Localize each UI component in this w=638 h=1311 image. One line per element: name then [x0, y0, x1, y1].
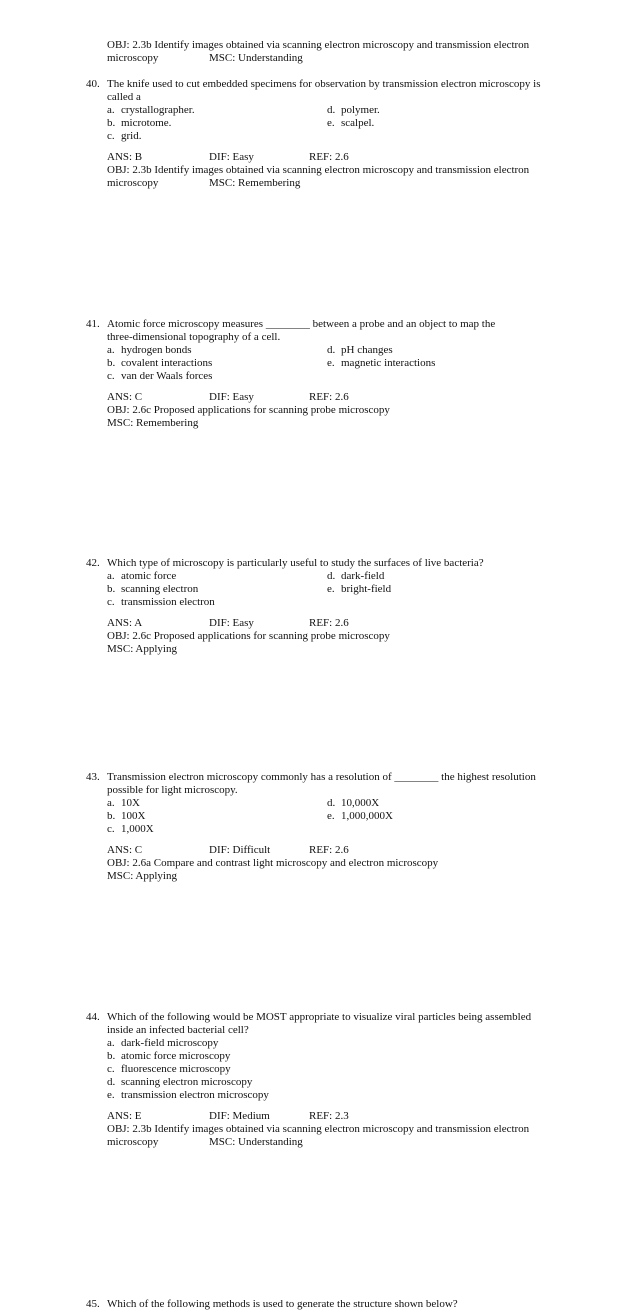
option-row [86, 357, 556, 370]
question-number: 43. [86, 771, 100, 783]
option-letter: b. [107, 117, 116, 129]
obj-line: OBJ: 2.6c Proposed applications for scanning probe microscopy [107, 404, 390, 416]
option-row [86, 823, 556, 836]
obj-continuation: microscopy [107, 1136, 159, 1148]
reference: REF: 2.6 [309, 151, 349, 163]
option-letter: d. [327, 797, 336, 809]
difficulty: DIF: Easy [209, 151, 254, 163]
option-row [86, 117, 556, 130]
answer-key: ANS: A [107, 617, 143, 629]
option-row [86, 1037, 556, 1050]
option-text: 100X [121, 810, 146, 822]
option-text: grid. [121, 130, 142, 142]
question-stem: Transmission electron microscopy commonly has a resolution of ________ the highest resolution [107, 771, 536, 783]
question-stem: Atomic force microscopy measures ________ between a probe and an object to map the [107, 318, 496, 330]
option-text: fluorescence microscopy [121, 1063, 231, 1075]
option-text: dark-field [341, 570, 385, 582]
option-text: transmission electron microscopy [121, 1089, 269, 1101]
option-letter: d. [327, 104, 336, 116]
option-row [86, 1076, 556, 1089]
previous-question-tail [86, 39, 556, 65]
answer-line [86, 1110, 556, 1123]
question-45 [86, 1298, 556, 1311]
option-row [86, 596, 556, 609]
option-letter: d. [327, 344, 336, 356]
option-text: bright-field [341, 583, 392, 595]
option-text: dark-field microscopy [121, 1037, 219, 1049]
answer-line [86, 391, 556, 404]
obj-msc-line [86, 52, 556, 65]
option-text: microtome. [121, 117, 172, 129]
question-stem: Which of the following would be MOST appropriate to visualize viral particles being assembled [107, 1011, 532, 1023]
option-letter: c. [107, 1063, 115, 1075]
question-41 [86, 318, 556, 430]
option-row [86, 570, 556, 583]
option-row [86, 370, 556, 383]
answer-key: ANS: B [107, 151, 143, 163]
question-number: 44. [86, 1011, 100, 1023]
option-letter: a. [107, 1037, 115, 1049]
option-letter: b. [107, 583, 116, 595]
question-stem: Which type of microscopy is particularly useful to study the surfaces of live bacteria? [107, 557, 484, 569]
option-row [86, 797, 556, 810]
option-row [86, 583, 556, 596]
obj-line: OBJ: 2.6a Compare and contrast light microscopy and electron microscopy [107, 857, 439, 869]
msc-label: MSC: Remembering [209, 177, 301, 189]
question-40 [86, 78, 556, 190]
option-row [86, 810, 556, 823]
question-43 [86, 771, 556, 883]
question-number: 40. [86, 78, 100, 90]
question-stem: three-dimensional topography of a cell. [107, 331, 281, 343]
question-stem: The knife used to cut embedded specimens for observation by transmission electron microscopy is [107, 78, 541, 90]
obj-line: OBJ: 2.3b Identify images obtained via scanning electron microscopy and transmission electron [107, 164, 530, 176]
option-text: atomic force [121, 570, 177, 582]
msc-label: MSC: Understanding [209, 1136, 303, 1148]
option-letter: e. [327, 810, 335, 822]
option-letter: c. [107, 596, 115, 608]
option-text: polymer. [341, 104, 380, 116]
option-text: 10,000X [341, 797, 380, 809]
question-stem: inside an infected bacterial cell? [107, 1024, 249, 1036]
obj-line: OBJ: 2.3b Identify images obtained via scanning electron microscopy and transmission electron [107, 1123, 530, 1135]
obj-continuation: microscopy [107, 52, 159, 64]
msc-label: MSC: Remembering [107, 417, 199, 429]
option-letter: b. [107, 357, 116, 369]
option-row [86, 104, 556, 117]
option-letter: d. [327, 570, 336, 582]
reference: REF: 2.3 [309, 1110, 349, 1122]
option-text: atomic force microscopy [121, 1050, 231, 1062]
option-text: crystallographer. [121, 104, 195, 116]
option-text: magnetic interactions [341, 357, 436, 369]
option-row [86, 1063, 556, 1076]
option-text: hydrogen bonds [121, 344, 192, 356]
obj-msc-line [86, 1136, 556, 1149]
answer-line [86, 844, 556, 857]
obj-msc-line [86, 177, 556, 190]
answer-line [86, 617, 556, 630]
option-text: scanning electron microscopy [121, 1076, 253, 1088]
option-letter: a. [107, 344, 115, 356]
msc-label: MSC: Applying [107, 643, 177, 655]
reference: REF: 2.6 [309, 391, 349, 403]
option-letter: e. [107, 1089, 115, 1101]
option-text: 10X [121, 797, 140, 809]
difficulty: DIF: Difficult [209, 844, 271, 856]
option-row [86, 1089, 556, 1102]
option-letter: b. [107, 810, 116, 822]
option-letter: d. [107, 1076, 116, 1088]
reference: REF: 2.6 [309, 844, 349, 856]
option-row [86, 1050, 556, 1063]
answer-key: ANS: E [107, 1110, 142, 1122]
option-letter: a. [107, 797, 115, 809]
option-letter: c. [107, 370, 115, 382]
question-number: 42. [86, 557, 100, 569]
question-stem: called a [107, 91, 141, 103]
answer-key: ANS: C [107, 844, 143, 856]
option-text: pH changes [341, 344, 393, 356]
msc-label: MSC: Understanding [209, 52, 303, 64]
option-row [86, 344, 556, 357]
msc-label: MSC: Applying [107, 870, 177, 882]
obj-line: OBJ: 2.6c Proposed applications for scanning probe microscopy [107, 630, 390, 642]
option-text: scanning electron [121, 583, 199, 595]
option-letter: e. [327, 117, 335, 129]
reference: REF: 2.6 [309, 617, 349, 629]
option-letter: c. [107, 823, 115, 835]
option-letter: a. [107, 104, 115, 116]
answer-line [86, 151, 556, 164]
obj-line: OBJ: 2.3b Identify images obtained via scanning electron microscopy and transmission electron [107, 39, 530, 51]
question-number: 41. [86, 318, 100, 330]
question-number: 45. [86, 1298, 100, 1310]
question-stem: Which of the following methods is used to generate the structure shown below? [107, 1298, 458, 1310]
option-text: 1,000,000X [341, 810, 393, 822]
difficulty: DIF: Easy [209, 391, 254, 403]
question-44 [86, 1011, 556, 1149]
answer-key: ANS: C [107, 391, 143, 403]
option-letter: a. [107, 570, 115, 582]
option-text: scalpel. [341, 117, 375, 129]
option-row [86, 130, 556, 143]
option-letter: e. [327, 583, 335, 595]
question-42 [86, 557, 556, 656]
option-text: transmission electron [121, 596, 215, 608]
option-text: 1,000X [121, 823, 154, 835]
option-letter: e. [327, 357, 335, 369]
option-text: van der Waals forces [121, 370, 213, 382]
option-text: covalent interactions [121, 357, 213, 369]
option-letter: c. [107, 130, 115, 142]
difficulty: DIF: Easy [209, 617, 254, 629]
obj-continuation: microscopy [107, 177, 159, 189]
option-letter: b. [107, 1050, 116, 1062]
question-stem: possible for light microscopy. [107, 784, 238, 796]
difficulty: DIF: Medium [209, 1110, 270, 1122]
